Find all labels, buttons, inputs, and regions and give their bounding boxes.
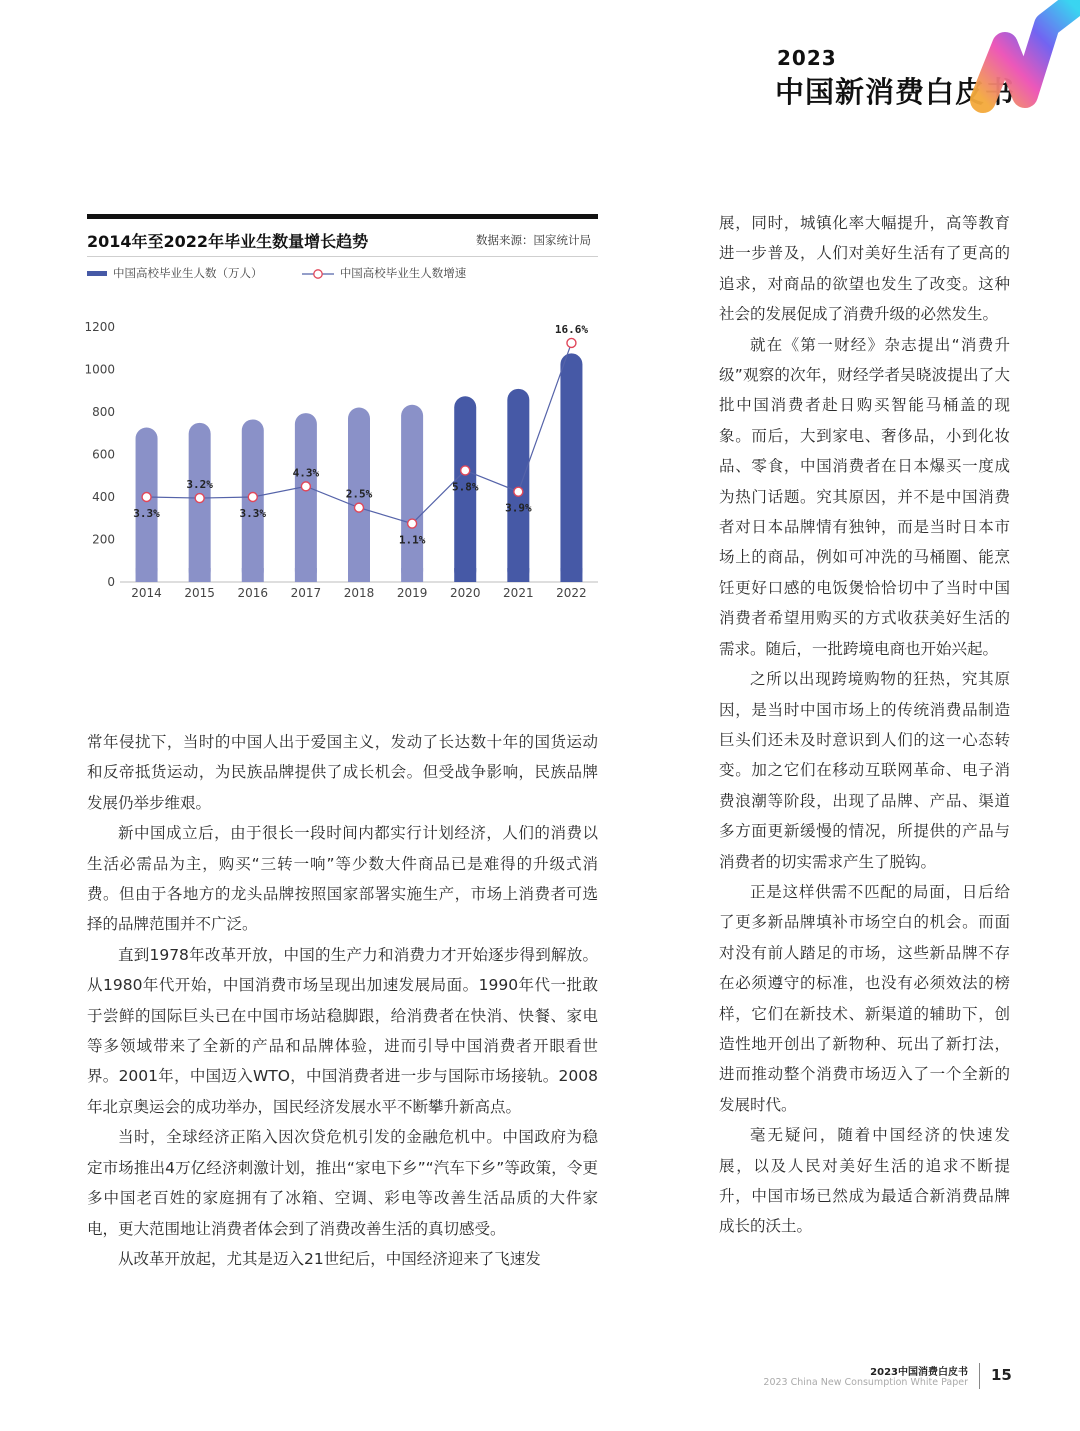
chart-source: 数据来源：国家统计局: [476, 233, 591, 247]
bar: [295, 413, 317, 582]
growth-marker: [461, 466, 470, 475]
bar: [136, 428, 158, 582]
paragraph: 展，同时，城镇化率大幅提升，高等教育进一步普及，人们对美好生活有了更高的追求，对商品的欲望也发生了改变。这种社会的发展促成了消费升级的必然发生。: [719, 214, 1010, 324]
y-tick-label: 800: [92, 405, 115, 419]
brand-decoration: [965, 0, 1080, 120]
bar-base: [560, 568, 582, 582]
x-tick-label: 2020: [449, 586, 481, 600]
data-label: 4.3%: [292, 466, 320, 480]
bar-base: [136, 568, 158, 582]
paragraph: 直到1978年改革开放，中国的生产力和消费力才开始逐步得到解放。从1980年代开始，中国消费市场呈现出加速发展局面。1990年代一批敢于尝鲜的国际巨头已在中国市场站稳脚跟，给消费者在快消、快餐、家电等多领域带来了全新的产品和品牌体验，进而引导中国消费者开眼看世界。2001年，中国迈入WTO，中国消费者进一步与国际市场接轨。2008年北京奥运会的成功举办，国民经济发展水平不断攀升新高点。: [87, 945, 598, 1116]
page-number: 15: [991, 1366, 1012, 1384]
footer-separator: [979, 1363, 980, 1389]
y-tick-label: 1000: [84, 362, 115, 377]
graduates-chart: [80, 310, 605, 610]
x-tick-label: 2016: [237, 586, 269, 600]
bar-base: [454, 568, 476, 582]
growth-marker: [142, 493, 151, 502]
chart-title: 2014年至2022年毕业生数量增长趋势: [87, 232, 369, 251]
paragraph: 从改革开放起，尤其是迈入21世纪后，中国经济迎来了飞速发: [118, 1249, 541, 1268]
paragraph: 毫无疑问，随着中国经济的快速发展，以及人民对美好生活的追求不断提升，中国市场已然成为最适合新消费品牌成长的沃土。: [719, 1126, 1010, 1236]
y-tick-label: 1200: [84, 320, 115, 334]
paragraph: 正是这样供需不匹配的局面，日后给了更多新品牌填补市场空白的机会。而面对没有前人踏足的市场，这些新品牌不存在必须遵守的标准，也没有必须效法的榜样，它们在新技术、新渠道的辅助下，创造性地开创出了新物种、玩出了新打法，进而推动整个消费市场迈入了一个全新的发展时代。: [719, 882, 1010, 1114]
legend-line-swatch: [302, 268, 334, 280]
growth-marker: [355, 503, 364, 512]
legend-line-label: 中国高校毕业生人数增速: [339, 266, 467, 280]
left-column: [87, 727, 598, 1274]
bar: [560, 353, 582, 582]
footer-title: 2023中国消费白皮书: [870, 1367, 968, 1378]
bar-base: [242, 568, 264, 582]
chart-divider: [87, 256, 598, 257]
paragraph: 常年侵扰下，当时的中国人出于爱国主义，发动了长达数十年的国货运动和反帝抵货运动，为民族品牌提供了成长机会。但受战争影响，民族品牌发展仍举步维艰。: [87, 733, 598, 812]
data-label: 3.2%: [186, 478, 213, 492]
paragraph: 就在《第一财经》杂志提出“消费升级”观察的次年，财经学者吴晓波提出了大批中国消费者赴日购买智能马桶盖的现象。而后，大到家电、奢侈品，小到化妆品、零食，中国消费者在日本爆买一度成为热门话题。究其原因，并不是中国消费者对日本品牌情有独钟，而是当时日本市场上的商品，例如可冲洗的马桶圈、能烹饪更好口感的电饭煲恰恰切中了当时中国消费者希望用购买的方式收获美好生活的需求。随后，一批跨境电商也开始兴起。: [719, 335, 1010, 658]
legend-bar-label: 中国高校毕业生人数（万人）: [113, 266, 263, 280]
chart-top-rule: [87, 214, 598, 219]
bar: [507, 389, 529, 582]
data-label: 3.3%: [133, 507, 160, 520]
y-tick-label: 200: [92, 532, 115, 547]
growth-marker: [408, 519, 417, 528]
legend-bar-swatch: [87, 271, 107, 276]
growth-marker: [248, 493, 257, 502]
x-tick-label: 2015: [184, 586, 215, 600]
y-tick-label: 600: [92, 447, 115, 462]
bar-base: [295, 568, 317, 582]
right-column: [719, 208, 1010, 1242]
growth-marker: [567, 338, 576, 347]
data-label: 5.8%: [451, 480, 479, 494]
paragraph: 当时，全球经济正陷入因次贷危机引发的金融危机中。中国政府为稳定市场推出4万亿经济刺激计划，推出“家电下乡”“汽车下乡”等政策，令更多中国老百姓的家庭拥有了冰箱、空调、彩电等改善生活品质的大件家电，更大范围地让消费者体会到了消费改善生活的真切感受。: [87, 1128, 598, 1238]
data-label: 2.5%: [345, 487, 373, 501]
data-label: 1.1%: [398, 533, 426, 547]
x-tick-label: 2017: [290, 586, 322, 600]
header-year: 2023: [777, 46, 837, 70]
y-tick-label: 400: [92, 490, 115, 504]
x-tick-label: 2021: [503, 586, 534, 600]
growth-marker: [301, 482, 310, 491]
x-tick-label: 2014: [131, 586, 162, 600]
data-label: 3.9%: [505, 501, 532, 515]
bar-base: [348, 568, 370, 582]
x-tick-label: 2018: [343, 586, 375, 600]
growth-marker: [514, 487, 523, 496]
x-tick-label: 2022: [556, 586, 587, 600]
footer-subtitle: 2023 China New Consumption White Paper: [763, 1377, 968, 1388]
data-label: 16.6%: [554, 322, 589, 336]
growth-marker: [195, 494, 204, 503]
y-tick-label: 0: [107, 575, 115, 589]
x-tick-label: 2019: [396, 586, 428, 600]
chart-legend: [87, 265, 466, 281]
header-title: 中国新消费白皮书: [775, 75, 1016, 109]
data-label: 3.3%: [239, 507, 267, 520]
bar-base: [507, 568, 529, 582]
paragraph: 之所以出现跨境购物的狂热，究其原因，是当时中国市场上的传统消费品制造巨头们还未及时意识到人们的这一心态转变。加之它们在移动互联网革命、电子消费浪潮等阶段，出现了品牌、产品、渠道多方面更新缓慢的情况，所提供的产品与消费者的切实需求产生了脱钩。: [719, 670, 1010, 871]
bar-base: [401, 568, 423, 582]
paragraph: 新中国成立后，由于很长一段时间内都实行计划经济，人们的消费以生活必需品为主，购买“三转一响”等少数大件商品已是难得的升级式消费。但由于各地方的龙头品牌按照国家部署实施生产，市场上消费者可选择的品牌范围并不广泛。: [87, 824, 598, 934]
bar: [401, 405, 423, 582]
bar-base: [189, 568, 211, 582]
